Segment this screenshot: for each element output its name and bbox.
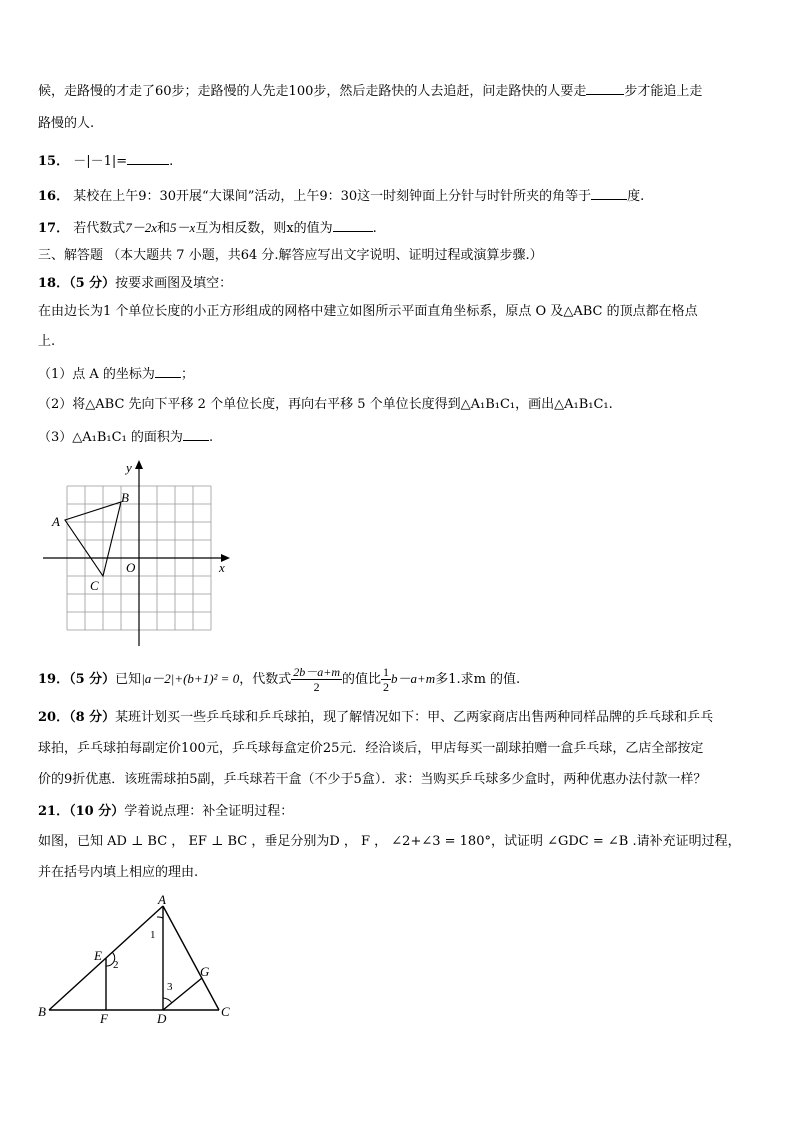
label-angle-3: 3 [167,981,173,993]
fraction-2: $\frac{1}{2}$ [383,665,390,694]
q15: 15． －|－1|= . [38,154,174,169]
label-b: B [38,1004,46,1019]
label-f: F [100,1011,108,1024]
label-g: G [200,964,210,979]
angle-3-arc [163,998,172,1003]
label-x: x [219,560,225,575]
label-a: A [158,892,166,907]
answer-blank[interactable] [127,152,169,165]
q20-line1: 20．（8 分）某班计划买一些乒乓球和乒乓球拍，现了解情况如下：甲、乙两家商店出售两种同样品牌的乒乓球和乒乓 [38,710,714,725]
q20-line3: 价的9折优惠．该班需球拍5副，乒乓球若干盒（不少于5盒）．求：当购买乒乓球多少盒时，两种优惠办法付款一样？ [38,772,707,787]
q20-line2: 球拍，乒乓球拍每副定价100元，乒乓球每盒定价25元．经洽谈后，甲店每买一副球拍赠一盒乒乓球，乙店全部按定 [38,741,704,756]
coordinate-grid-figure [38,458,238,648]
angle-1-arc [157,917,163,918]
q18-p1b: 上. [38,334,56,349]
label-e: E [94,948,102,963]
q16: 16． 某校在上午9：30开展“大课间”活动，上午9：30这一时刻钟面上分针与时针所夹的角等于 度. [38,189,645,204]
y-axis-arrow-icon [135,460,143,469]
q19: 19．（5 分）已知|a－2|+(b+1)² = 0，代数式 $\frac{2b-a+m}{2}$ 的值比 $\frac{1}{2}$ b－a+m多1.求m 的值. [38,665,521,694]
answer-blank[interactable] [155,365,181,378]
label-a: A [52,514,60,529]
q18-s3: （3）△A₁B₁C₁ 的面积为 . [38,430,214,445]
label-c: C [90,578,99,593]
label-y: y [126,460,132,475]
q21-line2: 并在括号内填上相应的理由. [38,865,199,880]
label-angle-2: 2 [113,959,119,971]
label-c: C [221,1004,230,1019]
label-b: B [121,490,129,505]
answer-blank[interactable] [591,187,627,200]
triangle-proof-figure [36,892,236,1024]
q18-head: 18．（5 分）按要求画图及填空： [38,276,233,291]
fraction-1: $\frac{2b-a+m}{2}$ [293,665,340,694]
label-o: O [126,560,136,575]
answer-blank[interactable] [586,82,624,95]
q14-line2: 路慢的人. [38,116,95,131]
triangle-abc [65,502,121,576]
q18-s1: （1）点 A 的坐标为 ； [38,367,194,382]
label-d: D [157,1011,167,1024]
q14-line1: 候，走路慢的才走了60步；走路慢的人先走100步，然后走路快的人去追赶，问走路快的人要走 步才能追上走 [38,84,703,99]
answer-blank[interactable] [183,428,209,441]
segment-ac [163,906,219,1010]
q18-s2: （2）将△ABC 先向下平移 2 个单位长度，再向右平移 5 个单位长度得到△A₁B₁C₁，画出△A₁B₁C₁. [38,397,613,412]
q21-line1: 如图，已知 AD ⊥ BC ， EF ⊥ BC ，垂足分别为D ， F ， ∠2+∠3 = 180°，试证明 ∠GDC = ∠B .请补充证明过程， [38,834,741,849]
section3-heading: 三、解答题 （本大题共 7 小题，共64 分.解答应写出文字说明、证明过程或演算步骤.） [38,248,543,263]
q17: 17． 若代数式7－2x和5－x互为相反数，则x的值为 . [38,220,377,236]
answer-blank[interactable] [333,219,373,232]
q21-head: 21．（10 分）学着说点理：补全证明过程： [38,804,294,819]
q18-p1: 在由边长为1 个单位长度的小正方形组成的网格中建立如图所示平面直角坐标系，原点 O 及△ABC 的顶点都在格点 [38,304,698,319]
label-angle-1: 1 [150,929,156,941]
